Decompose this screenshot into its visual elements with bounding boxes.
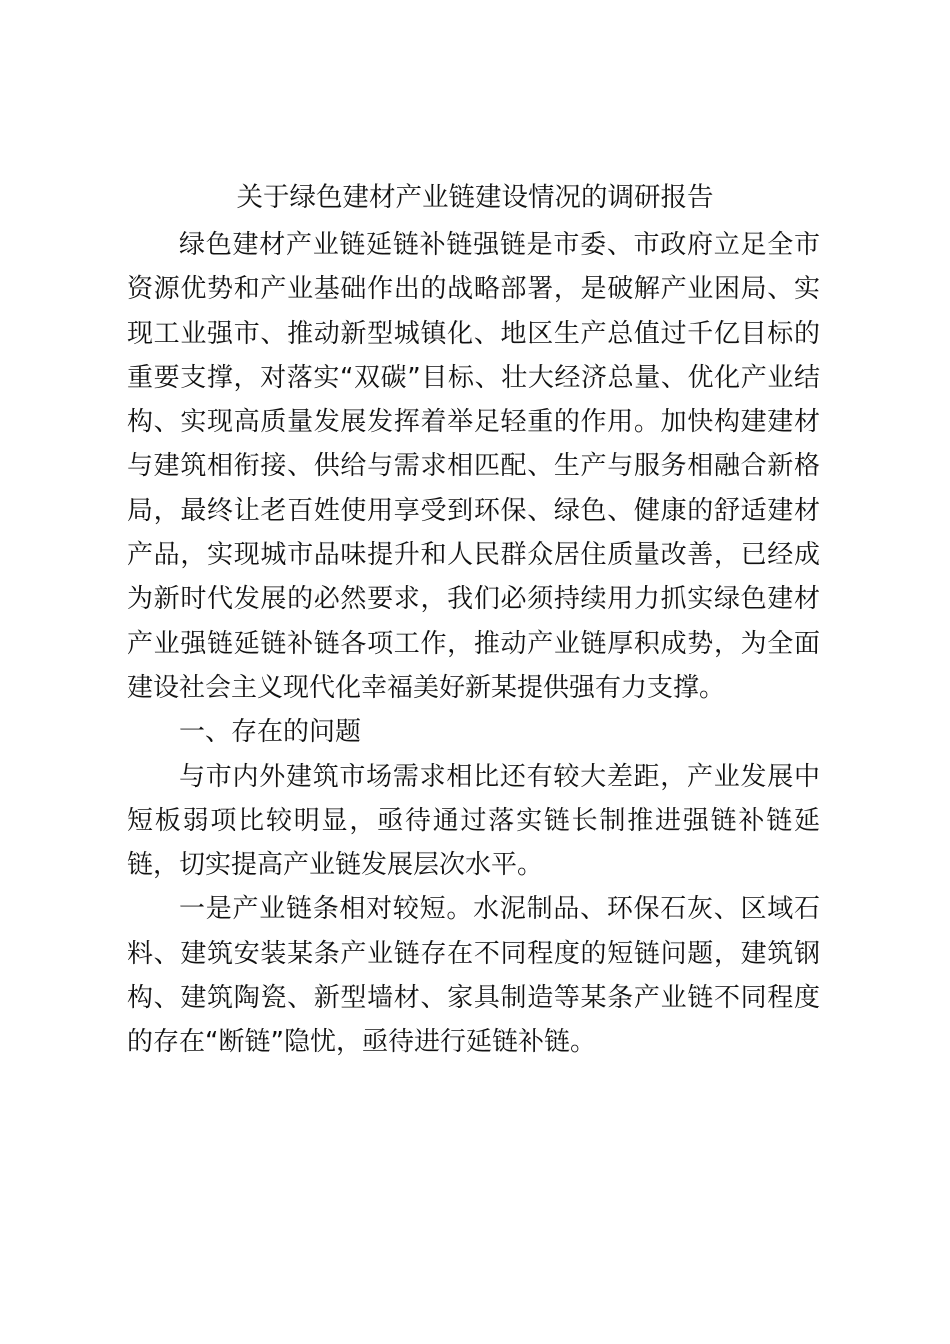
paragraph-short-chain: 一是产业链条相对较短。水泥制品、环保石灰、区域石料、建筑安装某条产业链存在不同程度的短链问题，建筑钢构、建筑陶瓷、新型墙材、家具制造等某条产业链不同程度的存在“断链”隐忧，亟待进行延链补链。 (127, 894, 820, 1058)
document-title: 关于绿色建材产业链建设情况的调研报告 (236, 182, 714, 213)
document-body (127, 223, 820, 1065)
section-heading-problems: 一、存在的问题 (179, 717, 362, 748)
paragraph-intro: 绿色建材产业链延链补链强链是市委、市政府立足全市资源优势和产业基础作出的战略部署，是破解产业困局、实现工业强市、推动新型城镇化、地区生产总值过千亿目标的重要支撑，对落实“双碳”目标、壮大经济总量、优化产业结构、实现高质量发展发挥着举足轻重的作用。加快构建建材与建筑相衔接、供给与需求相匹配、生产与服务相融合新格局，最终让老百姓使用享受到环保、绿色、健康的舒适建材产品，实现城市品味提升和人民群众居住质量改善，已经成为新时代发展的必然要求，我们必须持续用力抓实绿色建材产业强链延链补链各项工作，推动产业链厚积成势，为全面建设社会主义现代化幸福美好新某提供强有力支撑。 (127, 230, 820, 703)
paragraph-gap: 与市内外建筑市场需求相比还有较大差距，产业发展中短板弱项比较明显，亟待通过落实链长制推进强链补链延链，切实提高产业链发展层次水平。 (127, 761, 820, 881)
